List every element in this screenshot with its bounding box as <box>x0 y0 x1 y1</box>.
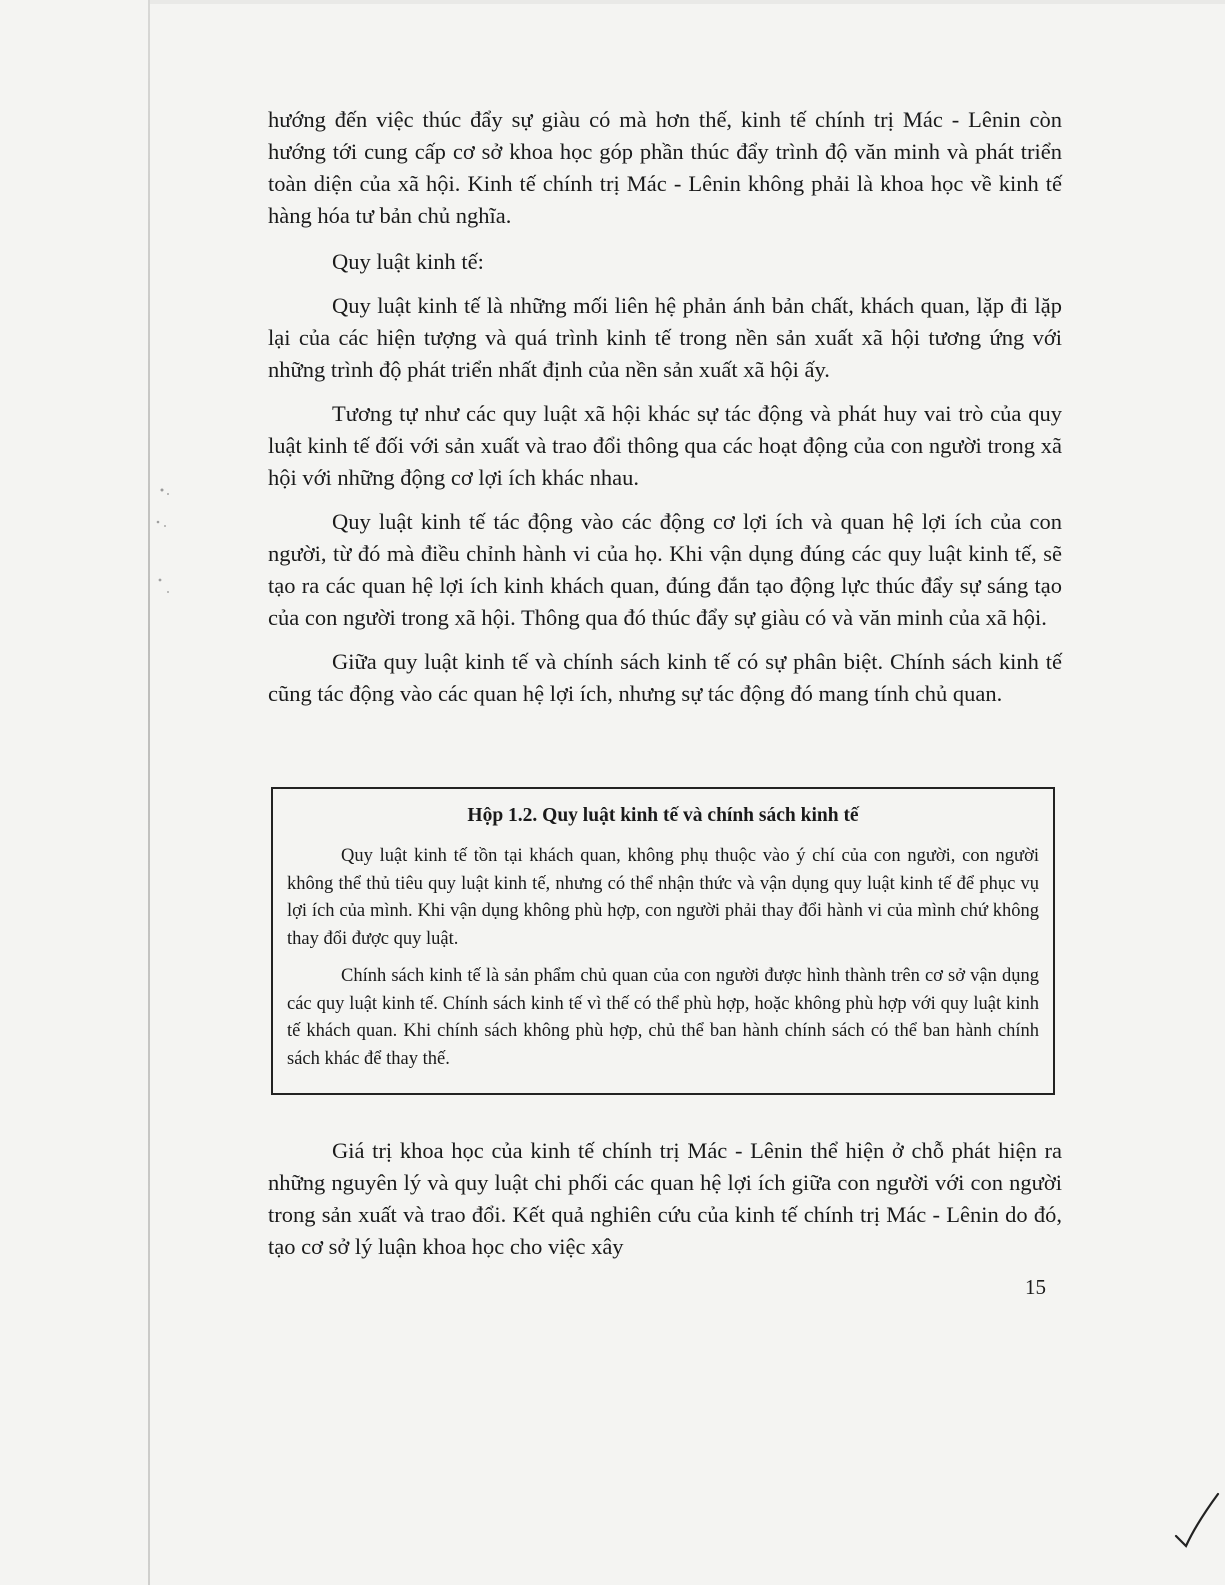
scan-edge-left <box>148 0 150 1585</box>
handwritten-check-icon <box>1172 1490 1220 1550</box>
info-box-title: Hộp 1.2. Quy luật kinh tế và chính sách kinh tế <box>467 805 859 826</box>
main-text-top <box>268 104 1062 722</box>
info-box-paragraph-1: Quy luật kinh tế tồn tại khách quan, không phụ thuộc vào ý chí của con người, con người không thể thủ tiêu quy luật kinh tế, nhưng có thể nhận thức và vận dụng quy luật kinh tế để phục vụ lợi ích của mình. Khi vận dụng không phù hợp, con người phải thay đổi hành vi của mình chứ không thay đổi được quy luật. <box>287 846 1039 949</box>
page-number: 15 <box>1025 1275 1046 1299</box>
paragraph-law-impact: Quy luật kinh tế tác động vào các động cơ lợi ích và quan hệ lợi ích của con người, từ đó mà điều chỉnh hành vi của họ. Khi vận dụng đúng các quy luật kinh tế, sẽ tạo ra các quan hệ lợi ích kinh khách quan, đúng đắn tạo động lực thúc đẩy sự sáng tạo của con người trong xã hội. Thông qua đó thúc đẩy sự giàu có và văn minh của xã hội. <box>268 509 1062 630</box>
scan-specks <box>150 480 190 610</box>
heading-economic-law: Quy luật kinh tế: <box>332 249 484 274</box>
paragraph-law-definition: Quy luật kinh tế là những mối liên hệ phản ánh bản chất, khách quan, lặp đi lặp lại của các hiện tượng và quá trình kinh tế trong nền sản xuất xã hội tương ứng với những trình độ phát triển nhất định của nền sản xuất xã hội ấy. <box>268 293 1062 382</box>
paragraph-intro: hướng đến việc thúc đẩy sự giàu có mà hơn thế, kinh tế chính trị Mác - Lênin còn hướng tới cung cấp cơ sở khoa học góp phần thúc đẩy trình độ văn minh và phát triển toàn diện của xã hội. Kinh tế chính trị Mác - Lênin không phải là khoa học về kinh tế hàng hóa tư bản chủ nghĩa. <box>268 107 1062 228</box>
main-text-bottom <box>268 1135 1062 1275</box>
paragraph-law-role: Tương tự như các quy luật xã hội khác sự tác động và phát huy vai trò của quy luật kinh tế đối với sản xuất và trao đổi thông qua các hoạt động của con người trong xã hội với những động cơ lợi ích khác nhau. <box>268 401 1062 490</box>
info-box <box>271 787 1055 1095</box>
info-box-paragraph-2: Chính sách kinh tế là sản phẩm chủ quan của con người được hình thành trên cơ sở vận dụng các quy luật kinh tế. Chính sách kinh tế vì thế có thể phù hợp, hoặc không phù hợp với quy luật kinh tế khách quan. Khi chính sách không phù hợp, chủ thể ban hành chính sách có thể ban hành chính sách khác để thay thế. <box>287 966 1039 1069</box>
paragraph-scientific-value: Giá trị khoa học của kinh tế chính trị Mác - Lênin thể hiện ở chỗ phát hiện ra những nguyên lý và quy luật chi phối các quan hệ lợi ích giữa con người với con người trong sản xuất và trao đổi. Kết quả nghiên cứu của kinh tế chính trị Mác - Lênin do đó, tạo cơ sở lý luận khoa học cho việc xây <box>268 1138 1062 1259</box>
paragraph-law-vs-policy: Giữa quy luật kinh tế và chính sách kinh tế có sự phân biệt. Chính sách kinh tế cũng tác động vào các quan hệ lợi ích, nhưng sự tác động đó mang tính chủ quan. <box>268 649 1062 706</box>
scan-edge-top <box>150 0 1225 4</box>
